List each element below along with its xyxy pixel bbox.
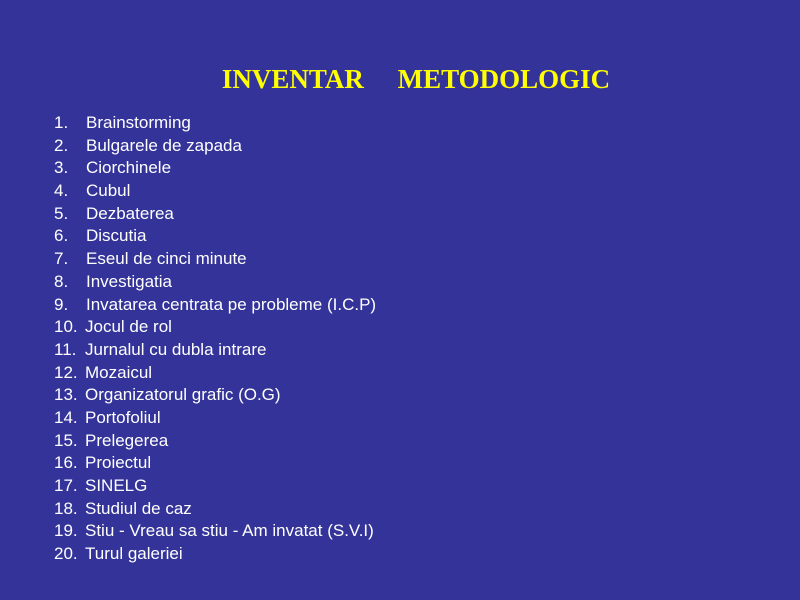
item-number: 11. bbox=[54, 339, 77, 359]
item-number: 16. bbox=[54, 453, 78, 473]
item-number: 12. bbox=[54, 362, 78, 382]
item-label: Prelegerea bbox=[85, 430, 169, 450]
item-number: 8. bbox=[54, 271, 69, 291]
item-number: 7. bbox=[54, 249, 69, 269]
item-label: Bulgarele de zapada bbox=[86, 135, 242, 155]
item-number: 6. bbox=[54, 226, 69, 246]
item-label: Studiul de caz bbox=[85, 498, 192, 518]
item-label: Brainstorming bbox=[86, 113, 191, 132]
item-label: Proiectul bbox=[85, 453, 152, 473]
item-number: 13. bbox=[54, 385, 78, 405]
item-number: 14. bbox=[54, 407, 78, 427]
item-number: 2. bbox=[54, 135, 69, 155]
item-label: Cubul bbox=[86, 181, 131, 201]
item-number: 4. bbox=[54, 181, 69, 201]
item-label: SINELG bbox=[85, 476, 148, 495]
item-number: 17. bbox=[54, 476, 78, 495]
item-number: 18. bbox=[54, 498, 78, 518]
item-number: 5. bbox=[54, 203, 69, 223]
item-number: 1. bbox=[54, 113, 69, 132]
item-label: Turul galeriei bbox=[85, 544, 183, 564]
item-number: 20. bbox=[54, 544, 78, 564]
item-label: Organizatorul grafic (O.G) bbox=[85, 385, 281, 405]
item-number: 19. bbox=[54, 521, 78, 541]
item-label: Jocul de rol bbox=[85, 317, 172, 337]
item-label: Portofoliul bbox=[85, 407, 161, 427]
slide-title: INVENTAR METODOLOGIC bbox=[221, 64, 611, 94]
item-number: 3. bbox=[54, 158, 69, 178]
item-number: 9. bbox=[54, 294, 69, 314]
item-label: Invatarea centrata pe probleme (I.C.P) bbox=[86, 294, 377, 314]
item-label: Eseul de cinci minute bbox=[86, 249, 247, 269]
item-label: Mozaicul bbox=[85, 362, 153, 382]
item-label: Investigatia bbox=[86, 271, 172, 291]
item-label: Jurnalul cu dubla intrare bbox=[85, 339, 267, 359]
item-label: Ciorchinele bbox=[86, 158, 172, 178]
item-number: 15. bbox=[54, 430, 78, 450]
item-label: Dezbaterea bbox=[86, 203, 174, 223]
item-label: Stiu - Vreau sa stiu - Am invatat (S.V.I) bbox=[85, 521, 374, 541]
item-number: 10. bbox=[54, 317, 78, 337]
item-label: Discutia bbox=[86, 226, 147, 246]
